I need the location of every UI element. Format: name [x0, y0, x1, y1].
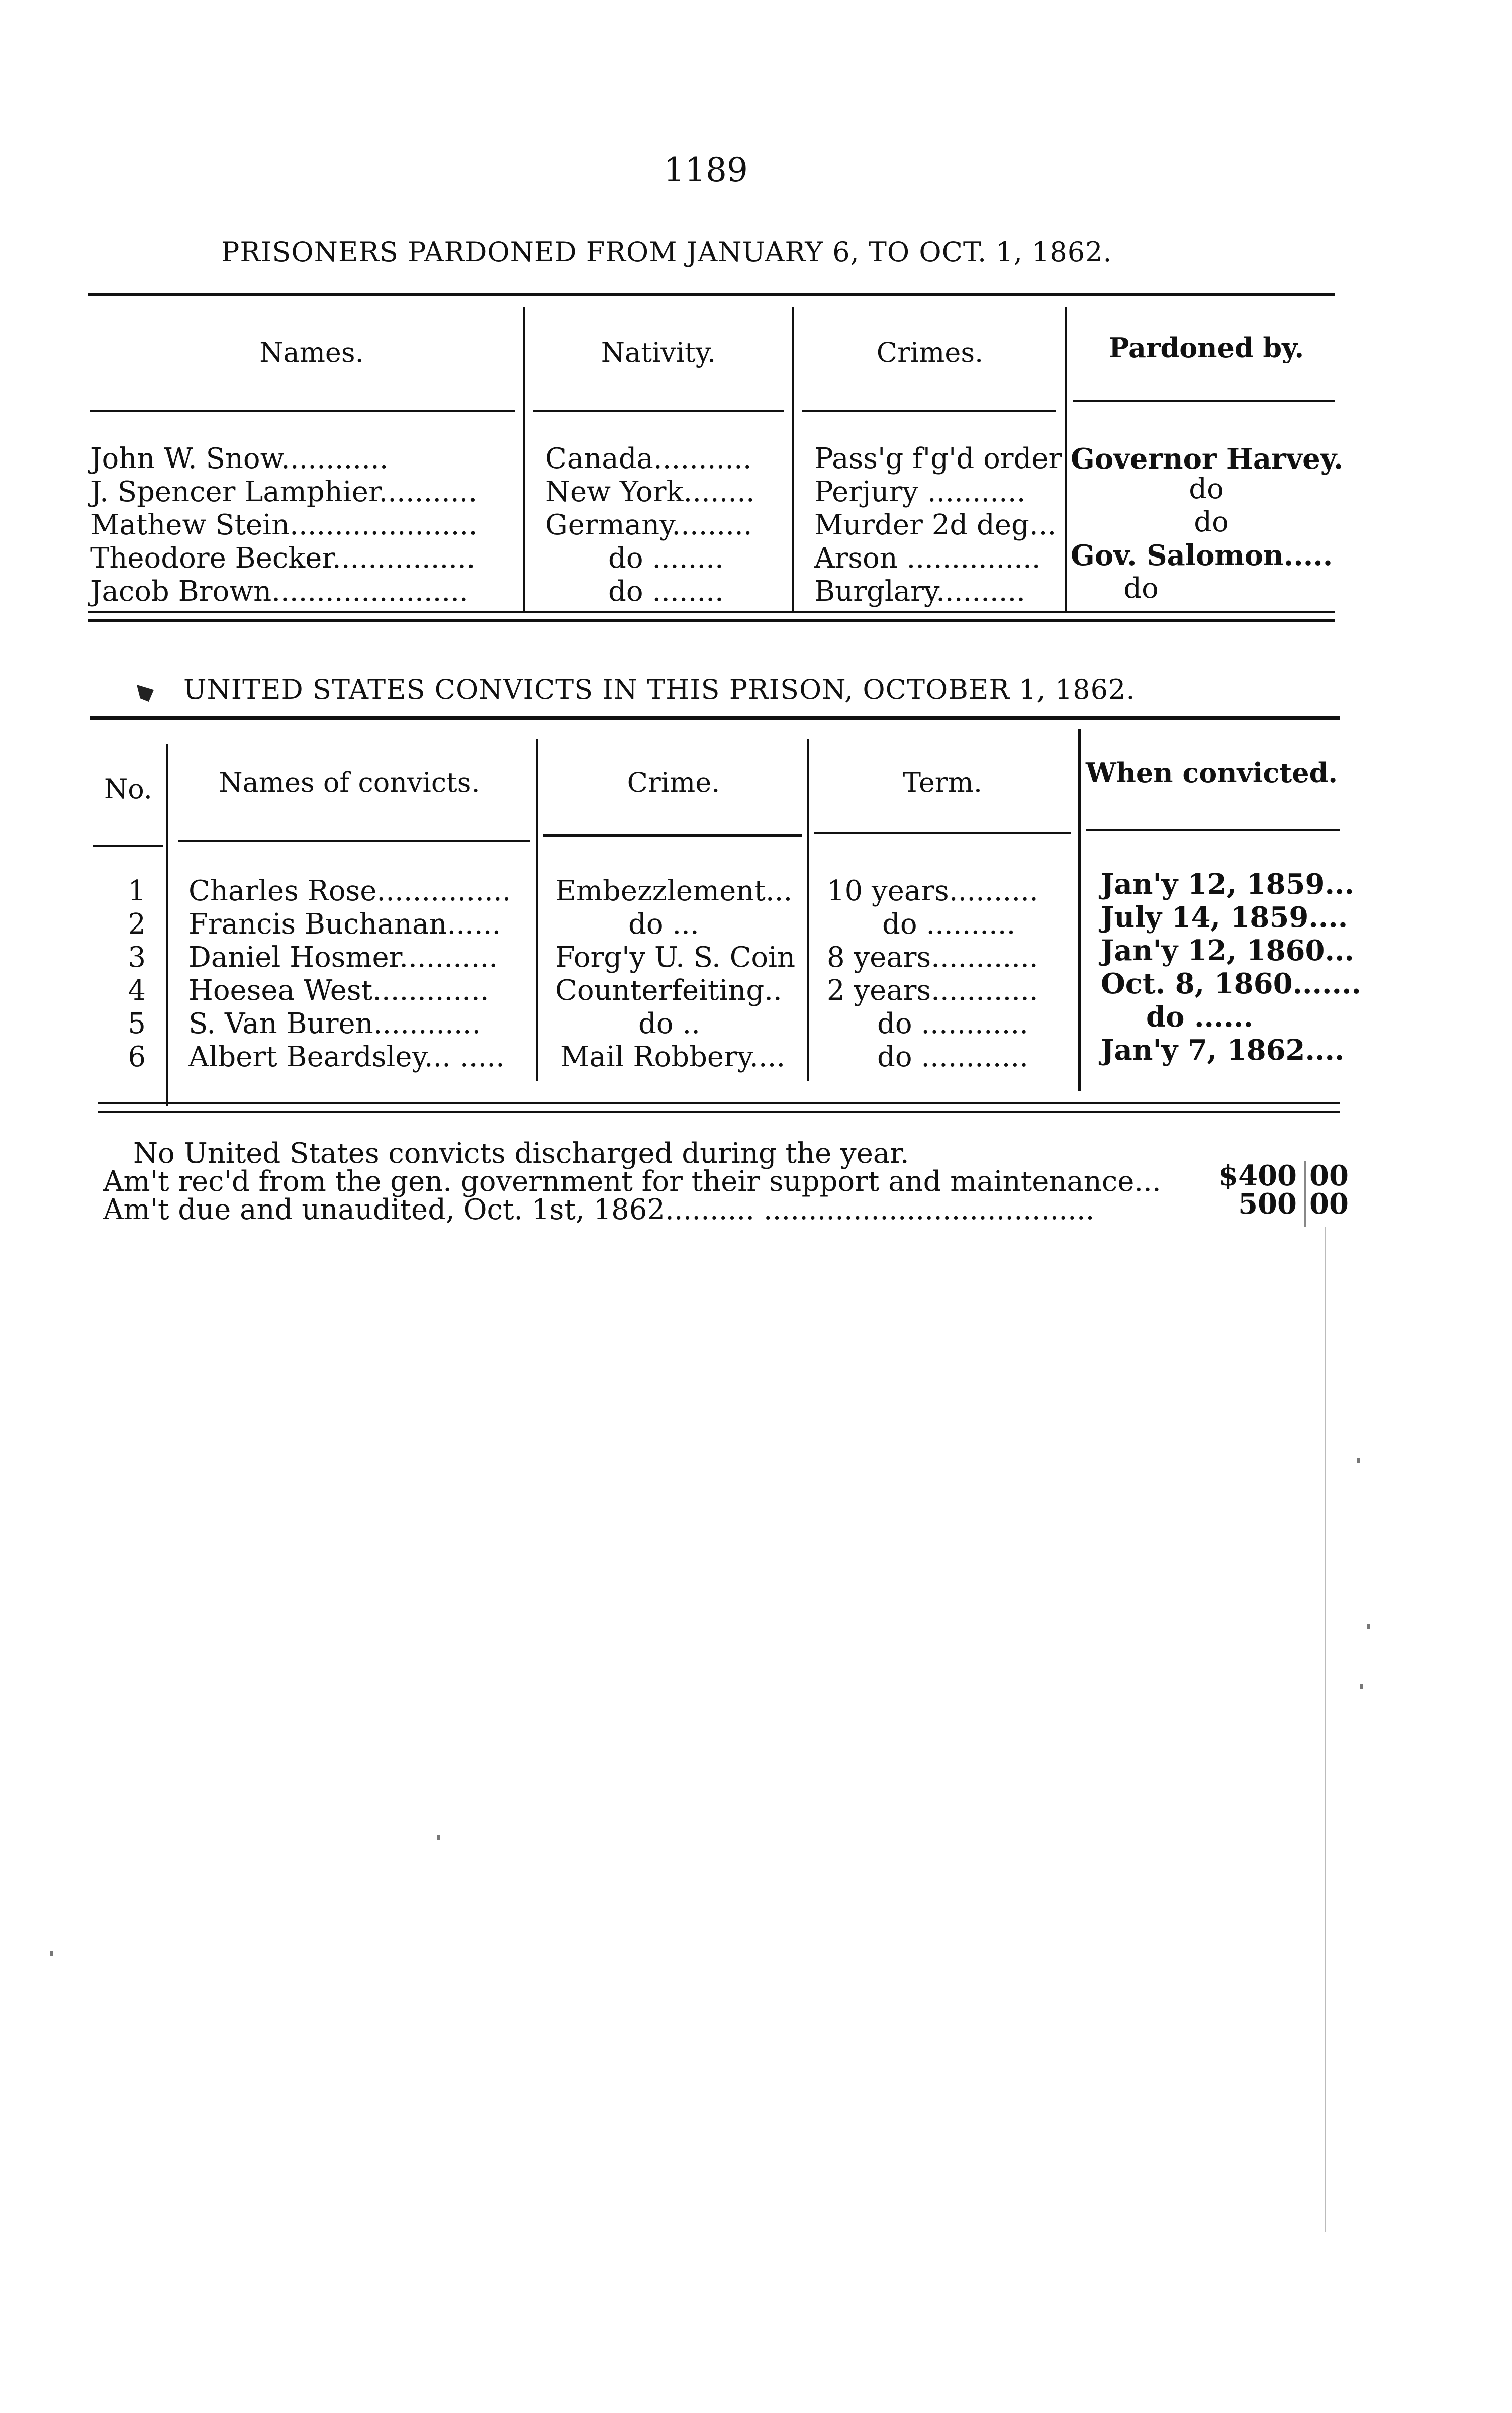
convict-term: do ............ [877, 1007, 1028, 1040]
convict-term: 2 years............ [827, 974, 1038, 1007]
pardoned-section-title: PRISONERS PARDONED FROM JANUARY 6, TO OCT. 1, 1862. [221, 236, 1112, 268]
scan-speck [1367, 1624, 1370, 1629]
pardoned-crime: Pass'g f'g'd order [814, 442, 1062, 475]
pardoned-nativity: Germany......... [545, 509, 752, 541]
pardoned-by: do [1194, 506, 1229, 538]
pardoned-col-divider [792, 307, 794, 613]
convicts-col-divider [536, 739, 538, 1081]
pardoned-nativity: do ........ [608, 542, 724, 575]
page-number: 1189 [664, 151, 748, 190]
convict-no: 2 [128, 908, 146, 941]
pardoned-top-rule [88, 293, 1335, 296]
scan-artifact-line [1325, 1227, 1326, 2232]
pardoned-header-rule [533, 410, 784, 412]
footer-amount-due-cents: 00 [1309, 1187, 1349, 1221]
pardoned-by: do [1123, 572, 1159, 605]
convicts-header-when: When convicted. [1086, 757, 1338, 789]
convict-no: 6 [128, 1041, 146, 1073]
convict-no: 1 [128, 875, 146, 907]
convict-crime: Forg'y U. S. Coin [555, 941, 796, 974]
pardoned-bottom-rule [88, 611, 1335, 613]
footer-amount-due-label: Am't due and unaudited, Oct. 1st, 1862.......... ..................................... [103, 1193, 1095, 1226]
convicts-top-rule [90, 716, 1340, 720]
convict-term: 8 years............ [827, 941, 1038, 974]
scan-speck [437, 1835, 440, 1840]
pardoned-name: John W. Snow............ [90, 442, 389, 475]
convict-term: do .......... [882, 908, 1016, 941]
pardoned-by: do [1189, 473, 1224, 505]
convict-term: 10 years.......... [827, 875, 1038, 907]
convict-no: 4 [128, 974, 146, 1007]
convict-when: July 14, 1859.... [1101, 901, 1348, 934]
pardoned-col-divider [1065, 307, 1067, 613]
convicts-header-rule [93, 845, 163, 847]
convict-name: Daniel Hosmer........... [188, 941, 498, 974]
pardoned-header-crimes: Crimes. [876, 337, 984, 368]
convict-name: Charles Rose............... [188, 875, 511, 907]
pardoned-crime: Perjury ........... [814, 476, 1026, 508]
pardoned-nativity: Canada........... [545, 442, 752, 475]
convict-when: Jan'y 12, 1860... [1101, 934, 1354, 967]
pardoned-by: Gov. Salomon..... [1071, 539, 1333, 572]
pardoned-header-pardoned-by: Pardoned by. [1108, 332, 1304, 364]
convict-when: Jan'y 12, 1859... [1101, 868, 1354, 901]
footer-amount-due-dollars: 500 [1238, 1187, 1297, 1221]
convicts-header-crime: Crime. [627, 767, 720, 798]
scan-speck [1357, 1458, 1360, 1463]
convicts-header-term: Term. [903, 767, 982, 798]
pardoned-header-nativity: Nativity. [601, 337, 716, 368]
pardoned-header-rule [90, 410, 515, 412]
footer-amount-received-label: Am't rec'd from the gen. government for their support and maintenance... [103, 1165, 1161, 1198]
convict-no: 3 [128, 941, 146, 974]
convicts-header-names: Names of convicts. [219, 767, 480, 798]
convicts-header-rule [1086, 829, 1340, 831]
scan-speck [1360, 1684, 1363, 1689]
convicts-col-divider [166, 744, 168, 1106]
convict-term: do ............ [877, 1041, 1028, 1073]
convicts-header-rule [178, 840, 530, 842]
convict-when: Oct. 8, 1860....... [1101, 967, 1362, 1000]
pardoned-header-rule [802, 410, 1056, 412]
pardoned-nativity: New York........ [545, 476, 755, 508]
footer-no-discharges: No United States convicts discharged during the year. [133, 1137, 909, 1170]
convict-when: do ...... [1146, 1000, 1253, 1034]
convict-name: Albert Beardsley... ..... [188, 1041, 505, 1073]
convict-when: Jan'y 7, 1862.... [1101, 1034, 1345, 1067]
convict-no: 5 [128, 1007, 146, 1040]
convicts-header-no: No. [104, 773, 152, 805]
scan-artifact-line [1304, 1161, 1306, 1227]
convict-name: Hoesea West............. [188, 974, 489, 1007]
pardoned-crime: Burglary.......... [814, 575, 1026, 608]
pardoned-crime: Arson ............... [814, 542, 1041, 575]
convict-crime: Mail Robbery.... [560, 1041, 786, 1073]
pardoned-crime: Murder 2d deg... [814, 509, 1057, 541]
convicts-bottom-rule [98, 1102, 1340, 1104]
pardoned-name: Theodore Becker................ [90, 542, 476, 575]
pardoned-by: Governor Harvey. [1071, 442, 1344, 476]
convict-name: S. Van Buren............ [188, 1007, 481, 1040]
convicts-header-rule [814, 832, 1071, 834]
footer-amount-received-dollars: $400 [1218, 1159, 1297, 1192]
pardoned-nativity: do ........ [608, 575, 724, 608]
convict-crime: do ... [628, 908, 699, 941]
pardoned-name: J. Spencer Lamphier........... [90, 476, 478, 508]
pardoned-bottom-rule [88, 619, 1335, 622]
convict-name: Francis Buchanan...... [188, 908, 501, 941]
footer-amount-received-cents: 00 [1309, 1159, 1349, 1192]
convicts-bottom-rule [98, 1111, 1340, 1113]
scan-speck [50, 1951, 53, 1956]
pardoned-header-rule [1073, 400, 1335, 402]
pardoned-name: Mathew Stein..................... [90, 509, 478, 541]
convicts-col-divider [807, 739, 809, 1081]
convicts-header-rule [543, 834, 802, 837]
pardoned-header-names: Names. [259, 337, 364, 368]
convicts-section-title: UNITED STATES CONVICTS IN THIS PRISON, OCTOBER 1, 1862. [183, 674, 1136, 705]
pardoned-col-divider [523, 307, 525, 613]
pardoned-name: Jacob Brown...................... [90, 575, 468, 608]
convict-crime: Embezzlement... [555, 875, 793, 907]
convict-crime: do .. [638, 1007, 700, 1040]
printer-mark-icon [137, 685, 154, 702]
convicts-col-divider [1078, 729, 1081, 1091]
convict-crime: Counterfeiting.. [555, 974, 782, 1007]
